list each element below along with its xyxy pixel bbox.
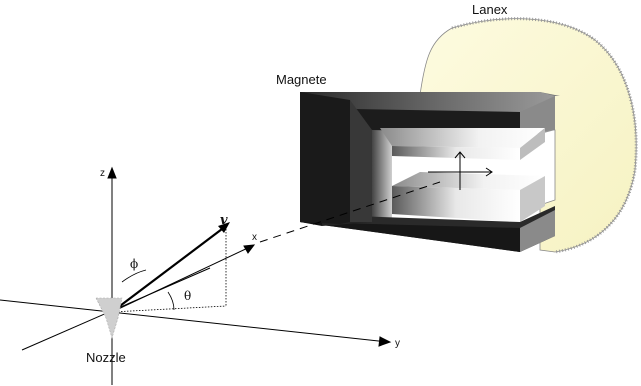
theta-label: θ <box>184 289 192 303</box>
magnet-label: Magnete <box>276 72 327 87</box>
lanex-label: Lanex <box>472 2 508 17</box>
z-axis-label: z <box>100 168 105 179</box>
nozzle <box>96 298 122 338</box>
velocity-label: v <box>220 213 228 228</box>
nozzle-label: Nozzle <box>86 350 126 365</box>
x-axis-label: x <box>252 232 257 243</box>
phi-label: ϕ <box>130 257 139 271</box>
y-axis-label: y <box>395 338 400 349</box>
